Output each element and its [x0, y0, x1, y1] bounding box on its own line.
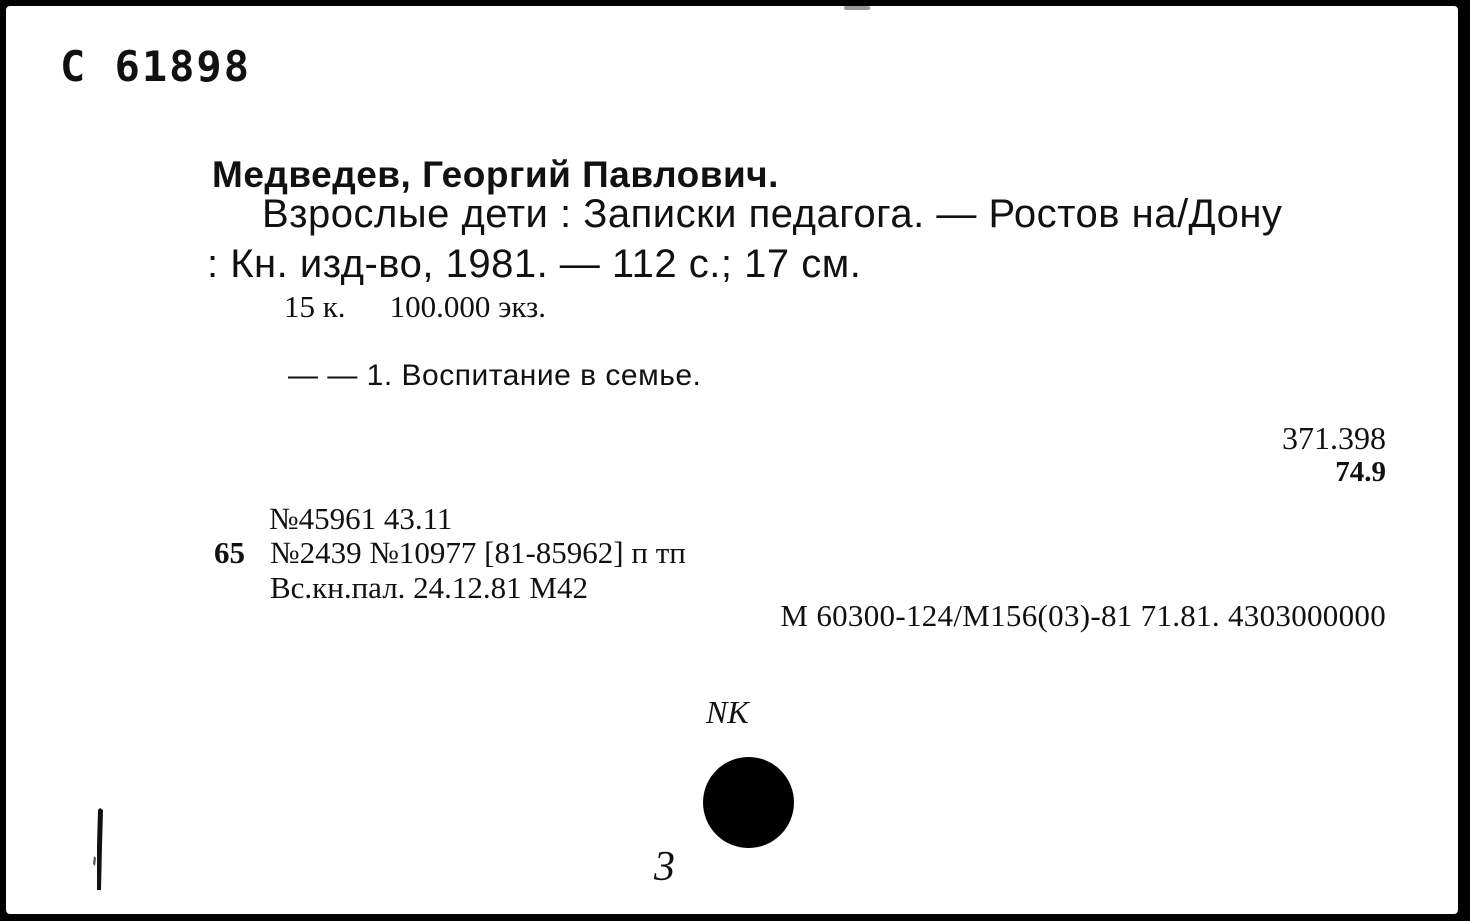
author-name: Медведев, Георгий Павлович. — [212, 154, 779, 195]
price: 15 к. — [284, 289, 346, 324]
handwritten-initials: NK — [706, 694, 749, 730]
bbk-index: 74.9 — [1335, 456, 1386, 488]
registration-line-3: Вс.кн.пал. 24.12.81 М42 — [270, 570, 588, 605]
handwritten-number: 3 — [654, 844, 675, 890]
price-line — [284, 291, 546, 322]
title-line-1: Взрослые дети : Записки педагога. — Ростов на/Дону — [262, 192, 1283, 236]
title-line-2: : Кн. изд-во, 1981. — 112 с.; 17 см. — [207, 242, 862, 286]
card-id: С 61898 — [60, 42, 252, 91]
registration-line-1: №45961 43.11 — [269, 501, 453, 536]
registration-line-2: №2439 №10977 [81-85962] п тп — [270, 535, 686, 570]
subject-heading: — — 1. Воспитание в семье. — [288, 359, 702, 392]
edge-ink-mark — [92, 806, 106, 892]
catalog-card — [6, 6, 1458, 914]
publisher-code-line: М 60300-124/М156(03)-81 71.81. 4303000000 — [780, 598, 1386, 633]
udc-index: 371.398 — [1282, 420, 1386, 456]
card-top-mark — [844, 6, 870, 10]
registration-row-prefix: 65 — [214, 535, 245, 570]
punch-hole — [703, 757, 794, 848]
print-run: 100.000 экз. — [389, 289, 547, 324]
